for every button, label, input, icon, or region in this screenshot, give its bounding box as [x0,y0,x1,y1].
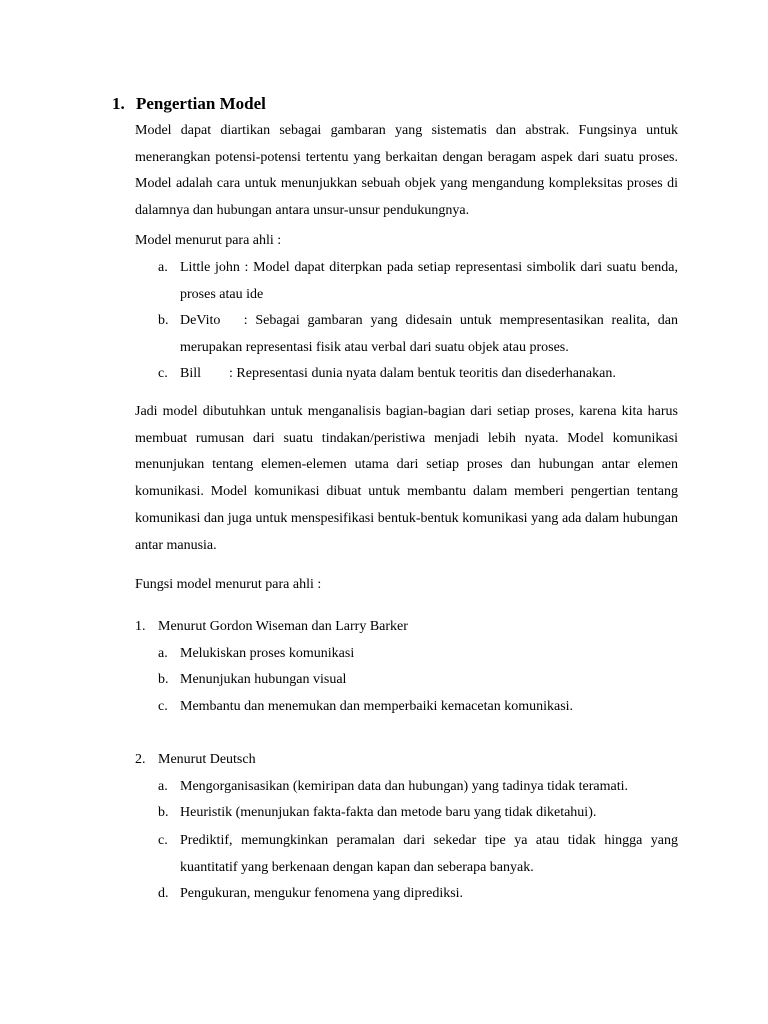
list-item: Melukiskan proses komunikasi [180,646,355,661]
list-item: Menunjukan hubungan visual [180,672,347,687]
expert-name: Little john [180,260,240,275]
list-item-marker: c. [158,699,168,714]
list-item: Pengukuran, mengukur fenomena yang diprediksi. [180,886,464,901]
expert-marker: b. [158,313,169,328]
section-title: Pengertian Model [136,94,266,113]
expert-item-little-john [180,255,678,308]
list-item: Mengorganisasikan (kemiripan data dan hubungan) yang tadinya tidak teramati. [180,779,628,794]
functions-intro: Fungsi model menurut para ahli : [135,577,322,592]
list-item-marker: d. [158,886,169,901]
expert-marker: a. [158,260,168,275]
list-item-marker: c. [158,833,168,848]
list-item-marker: a. [158,646,168,661]
list-item: Prediktif, memungkinkan peramalan dari sekedar tipe ya atau tidak hingga yang kuantitatif yang berkenaan dengan kapan dan seberapa banyak. [180,833,678,875]
expert-item-devito [180,308,678,361]
expert-definition: Sebagai gambaran yang didesain untuk mempresentasikan realita, dan merupakan representasi fisik atau verbal dari suatu objek atau proses. [180,313,678,355]
experts-intro: Model menurut para ahli : [135,233,282,248]
expert-definition: Representasi dunia nyata dalam bentuk teoritis dan disederhanakan. [236,366,616,381]
group-title: Menurut Deutsch [158,752,256,767]
group-marker: 2. [135,752,146,767]
paragraph-two: Jadi model dibutuhkan untuk menganalisis bagian-bagian dari setiap proses, karena kita harus membuat rumusan dari suatu tindakan/peristiwa menjadi lebih nyata. Model komunikasi menunjukan tentang elemen-elemen utama dari setiap proses dan hubungan antar elemen komunikasi. Model komunikasi dibuat untuk membantu dalam memberi pengertian tentang komunikasi dan juga untuk menspesifikasi bentuk-bentuk komunikasi yang ada dalam hubungan antar manusia. [135,404,678,553]
group-marker: 1. [135,619,146,634]
list-item-marker: b. [158,805,169,820]
list-item: Membantu dan menemukan dan memperbaiki kemacetan komunikasi. [180,699,574,714]
intro-paragraph: Model dapat diartikan sebagai gambaran yang sistematis dan abstrak. Fungsinya untuk menerangkan potensi-potensi tertentu yang berkaitan dengan beragam aspek dari suatu proses. Model adalah cara untuk menunjukkan sebuah objek yang mengandung kompleksitas proses di dalamnya dan hubungan antara unsur-unsur pendukungnya. [135,123,678,219]
section-heading [112,90,266,118]
expert-definition: Model dapat diterpkan pada setiap representasi simbolik dari suatu benda, proses atau ide [180,260,679,302]
expert-separator: : [239,260,254,275]
expert-item-bill [180,361,678,388]
expert-separator: : [201,366,237,381]
list-item: Heuristik (menunjukan fakta-fakta dan metode baru yang tidak diketahui). [180,805,597,820]
expert-separator: : [220,313,256,328]
group-title: Menurut Gordon Wiseman dan Larry Barker [158,619,408,634]
expert-marker: c. [158,366,168,381]
expert-name: DeVito [180,313,221,328]
expert-name: Bill [180,366,202,381]
list-item-marker: b. [158,672,169,687]
section-number: 1. [112,94,125,113]
list-item-marker: a. [158,779,168,794]
